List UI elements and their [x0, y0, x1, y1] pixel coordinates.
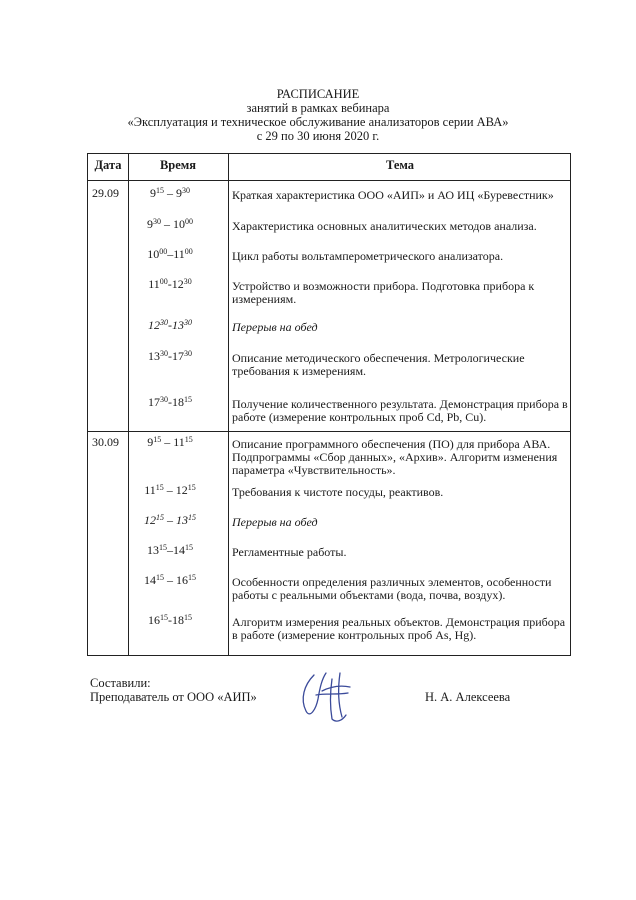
- time-start-hour: 13: [147, 543, 159, 557]
- topic-cell: Особенности определения различных элементов, особенности работы с реальными объектами (вода, почва, воздух).: [232, 575, 552, 602]
- time-start-minute: 15: [160, 613, 168, 622]
- time-end-minute: 15: [184, 435, 193, 444]
- time-cell: [124, 350, 216, 363]
- time-start-minute: 00: [159, 247, 168, 256]
- time-start-hour: 11: [144, 483, 156, 497]
- time-separator: –: [164, 186, 176, 200]
- day-divider: [88, 431, 570, 432]
- column-divider: [228, 154, 229, 655]
- time-start-hour: 12: [148, 318, 160, 332]
- time-start-hour: 17: [148, 395, 160, 409]
- time-cell: [124, 218, 216, 231]
- time-end-hour: 11: [173, 247, 185, 261]
- time-end-hour: 13: [172, 318, 184, 332]
- column-header-topic: Тема: [385, 158, 415, 172]
- lunch-break-topic: Перерыв на обед: [232, 515, 318, 529]
- topic-cell: Цикл работы вольтамперометрического анализатора.: [232, 249, 504, 263]
- lunch-break-topic: Перерыв на обед: [232, 320, 318, 334]
- time-end-minute: 30: [182, 186, 190, 195]
- date-cell: 29.09: [92, 186, 119, 200]
- time-start-hour: 11: [148, 277, 160, 291]
- time-separator: –: [164, 573, 176, 587]
- time-start-minute: 15: [155, 483, 164, 492]
- schedule-table: [87, 153, 571, 656]
- date-cell: 30.09: [92, 435, 119, 449]
- time-separator: -: [168, 395, 172, 409]
- time-end-minute: 15: [184, 395, 192, 404]
- topic-cell: Устройство и возможности прибора. Подготовка прибора к измерениям.: [232, 279, 535, 306]
- time-cell: [124, 514, 216, 527]
- time-separator: –: [167, 543, 173, 557]
- time-separator: –: [164, 513, 176, 527]
- topic-cell: Краткая характеристика ООО «АИП» и АО ИЦ «Буревестник»: [232, 188, 554, 202]
- column-header-date: Дата: [94, 158, 122, 172]
- time-start-minute: 15: [159, 543, 167, 552]
- time-cell: [124, 544, 216, 557]
- time-start-hour: 13: [148, 349, 160, 363]
- topic-cell: Описание методического обеспечения. Метрологические требования к измерениям.: [232, 351, 525, 378]
- author-name: Н. А. Алексеева: [425, 690, 511, 704]
- topic-cell: Требования к чистоте посуды, реактивов.: [232, 485, 444, 499]
- time-start-minute: 15: [156, 513, 164, 522]
- time-start-hour: 12: [144, 513, 156, 527]
- time-cell: [124, 484, 216, 497]
- time-cell: [124, 319, 216, 332]
- time-end-hour: 12: [175, 483, 188, 497]
- time-end-hour: 9: [176, 186, 182, 200]
- time-start-minute: 30: [160, 395, 168, 404]
- time-end-minute: 30: [183, 277, 192, 286]
- time-start-hour: 9: [147, 435, 154, 449]
- time-end-hour: 18: [172, 613, 184, 627]
- time-end-hour: 12: [171, 277, 184, 291]
- signature-image: [296, 665, 366, 727]
- time-separator: -: [167, 277, 172, 291]
- time-separator: –: [167, 247, 174, 261]
- time-start-hour: 16: [148, 613, 160, 627]
- date-range: с 29 по 30 июня 2020 г.: [256, 129, 380, 143]
- time-end-minute: 15: [188, 513, 196, 522]
- time-cell: [124, 574, 216, 587]
- time-start-minute: 30: [160, 349, 168, 358]
- time-end-minute: 15: [187, 483, 196, 492]
- time-end-minute: 30: [184, 318, 192, 327]
- time-end-hour: 13: [176, 513, 188, 527]
- time-start-hour: 9: [150, 186, 156, 200]
- time-start-hour: 14: [144, 573, 156, 587]
- time-end-minute: 00: [184, 247, 193, 256]
- time-end-hour: 17: [172, 349, 184, 363]
- time-cell: [124, 614, 216, 627]
- topic-cell: Получение количественного результата. Демонстрация прибора в работе (измерение контрольных проб Cd, Pb, Cu).: [232, 397, 568, 424]
- time-end-hour: 11: [173, 435, 185, 449]
- time-start-minute: 15: [153, 435, 162, 444]
- time-end-hour: 16: [176, 573, 188, 587]
- author-role: Преподаватель от ООО «АИП»: [90, 690, 257, 704]
- time-end-minute: 30: [184, 349, 192, 358]
- time-cell: [124, 187, 216, 200]
- time-separator: -: [168, 613, 172, 627]
- header-divider: [88, 180, 570, 181]
- time-separator: -: [168, 318, 172, 332]
- column-header-time: Время: [159, 158, 197, 172]
- topic-cell: Описание программного обеспечения (ПО) для прибора АВА. Подпрограммы «Сбор данных», «Архив». Алгоритм изменения параметра «Чувствительность».: [232, 437, 558, 477]
- time-start-minute: 15: [156, 573, 164, 582]
- topic-cell: Алгоритм измерения реальных объектов. Демонстрация прибора в работе (измерение контрольных проб As, Hg).: [232, 615, 566, 642]
- composed-label: Составили:: [90, 676, 151, 690]
- time-start-minute: 00: [159, 277, 168, 286]
- topic-cell: Регламентные работы.: [232, 545, 347, 559]
- document-title: РАСПИСАНИЕ: [276, 87, 360, 101]
- time-end-minute: 15: [188, 573, 196, 582]
- time-cell: [124, 248, 216, 261]
- time-end-minute: 15: [185, 543, 193, 552]
- time-end-hour: 14: [173, 543, 185, 557]
- time-start-minute: 30: [153, 217, 161, 226]
- time-start-minute: 30: [160, 318, 168, 327]
- time-end-minute: 15: [184, 613, 192, 622]
- topic-cell: Характеристика основных аналитических методов анализа.: [232, 219, 537, 233]
- time-separator: –: [163, 483, 176, 497]
- time-end-minute: 00: [185, 217, 193, 226]
- time-separator: –: [161, 217, 173, 231]
- time-cell: [124, 436, 216, 449]
- time-end-hour: 10: [173, 217, 185, 231]
- time-cell: [124, 278, 216, 291]
- time-end-hour: 18: [172, 395, 184, 409]
- time-cell: [124, 396, 216, 409]
- time-start-hour: 9: [147, 217, 153, 231]
- time-start-hour: 10: [147, 247, 160, 261]
- time-start-minute: 15: [156, 186, 164, 195]
- time-separator: –: [161, 435, 174, 449]
- webinar-name: «Эксплуатация и техническое обслуживание анализаторов серии АВА»: [127, 115, 509, 129]
- time-separator: -: [168, 349, 172, 363]
- document-subtitle: занятий в рамках вебинара: [246, 101, 390, 115]
